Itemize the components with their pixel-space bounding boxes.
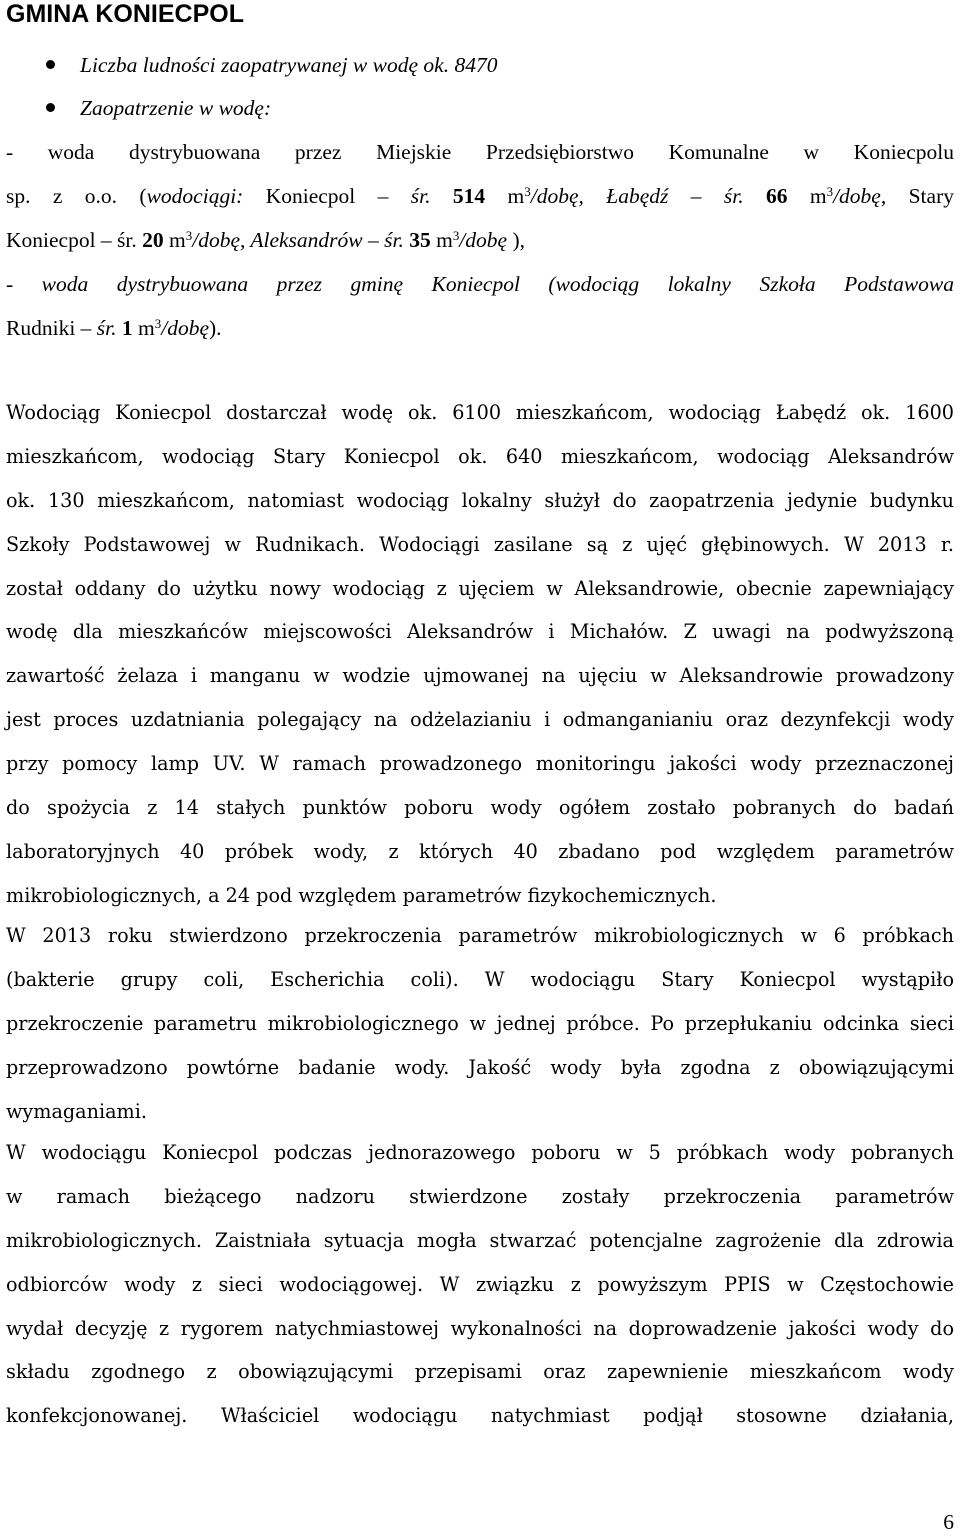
paragraph-line: mikrobiologicznych, a 24 pod względem parametrów fizykochemicznych. [6, 883, 717, 907]
text-run: /dobę, Aleksandrów – śr. [192, 227, 410, 252]
text-run: /dobę, Łabędź – śr. [530, 183, 766, 208]
bullet-item-population [0, 44, 497, 87]
text-run: /dobę [833, 183, 881, 208]
unit: m [132, 315, 155, 340]
unit: m [485, 183, 525, 208]
paragraph-line: mikrobiologicznych. Zaistniała sytuacja mogła stwarzać potencjalne zagrożenie dla zdrowia [6, 1228, 954, 1252]
supply-line-2 [6, 175, 954, 219]
paragraph-line: został oddany do użytku nowy wodociąg z ujęciem w Aleksandrowie, obecnie zapewniający [6, 576, 954, 600]
unit-exponent: 3 [826, 184, 834, 199]
paragraph-line: zawartość żelaza i manganu w wodzie ujmowanej na ujęciu w Aleksandrowie prowadzony [6, 664, 954, 688]
paragraph-line: jest proces uzdatniania polegający na odżelazianiu i odmanganianiu oraz dezynfekcji wody [6, 708, 954, 732]
value: 1 [121, 315, 133, 340]
value: 20 [142, 227, 164, 252]
section-title: GMINA KONIECPOL [6, 0, 244, 28]
paragraph-koniecpol-decision [6, 1131, 954, 1438]
unit: m [787, 183, 827, 208]
bullet-item-water-supply [0, 87, 497, 130]
text-run: wodociągi: [146, 183, 266, 208]
unit-exponent: 3 [154, 316, 162, 331]
paragraph-line: przy pomocy lamp UV. W ramach prowadzonego monitoringu jakości wody przeznaczonej [6, 752, 954, 776]
supply-line-3 [6, 219, 954, 263]
paragraph-line: Szkoły Podstawowej w Rudnikach. Wodociągi zasilane są z ujęć głębinowych. W 2013 r. [6, 532, 954, 556]
text-run: /dobę [459, 227, 513, 252]
paragraph-line: W wodociągu Koniecpol podczas jednorazowego poboru w 5 próbkach wody pobranych [6, 1141, 954, 1164]
unit-exponent: 3 [185, 228, 193, 243]
supply-details [6, 131, 954, 350]
value: 35 [409, 227, 431, 252]
supply-line-4 [6, 263, 954, 307]
paragraph-line: W 2013 roku stwierdzono przekroczenia parametrów mikrobiologicznych w 6 próbkach [6, 924, 954, 947]
paragraph-line: wodę dla mieszkańców miejscowości Aleksandrów i Michałów. Z uwagi na podwyższoną [6, 620, 954, 644]
bullet-text: Zaopatrzenie w wodę: [80, 96, 272, 120]
text-run: Koniecpol – śr. [6, 227, 143, 252]
value: 514 [452, 183, 486, 208]
supply-line-5 [6, 307, 954, 351]
paragraph-line: składu zgodnego z obowiązującymi przepisami oraz zapewnienie mieszkańcom wody [6, 1360, 954, 1384]
text-run: - woda dystrybuowana przez gminę Koniecpol (wodociąg lokalny Szkoła Podstawowa [6, 271, 954, 296]
unit-exponent: 3 [524, 184, 531, 199]
paragraph-line: ok. 130 mieszkańcom, natomiast wodociąg lokalny służył do zaopatrzenia jedynie budynku [6, 488, 954, 512]
unit: m [163, 227, 186, 252]
paragraph-line: laboratoryjnych 40 próbek wody, z których 40 zbadano pod względem parametrów [6, 839, 954, 863]
text-run: – śr. [377, 183, 453, 208]
paragraph-line: przekroczenie parametru mikrobiologicznego w jednej próbce. Po przepłukaniu odcinka sieci [6, 1011, 954, 1035]
paragraph-line: wymaganiami. [6, 1099, 147, 1123]
text-run: /dobę [161, 315, 209, 340]
value: 66 [766, 183, 788, 208]
text-run: Koniecpol [265, 183, 378, 208]
bullet-text: Liczba ludności zaopatrywanej w wodę ok. 8470 [80, 53, 498, 77]
paragraph-exceedances [6, 914, 954, 1133]
unit-exponent: 3 [452, 228, 460, 243]
page-number: 6 [943, 1510, 954, 1534]
text-run: sp. z o.o. ( [6, 183, 147, 208]
bullet-list [0, 44, 497, 130]
paragraph-line: konfekcjonowanej. Właściciel wodociągu natychmiast podjął stosowne działania, [6, 1404, 954, 1428]
text-run: Rudniki [6, 315, 81, 340]
paragraph-line: wydał decyzję z rygorem natychmiastowej wykonalności na doprowadzenie jakości wody do [6, 1316, 954, 1340]
paragraph-line: przeprowadzono powtórne badanie wody. Jakość wody była zgodna z obowiązującymi [6, 1055, 954, 1079]
unit: m [430, 227, 453, 252]
text-run: – śr. [80, 315, 122, 340]
text-run: , Stary [880, 183, 954, 208]
text-run: ). [209, 315, 222, 340]
paragraph-line: Wodociąg Koniecpol dostarczał wodę ok. 6100 mieszkańcom, wodociąg Łabędź ok. 1600 [6, 401, 954, 424]
paragraph-line: do spożycia z 14 stałych punktów poboru wody ogółem zostało pobranych do badań [6, 796, 954, 820]
paragraph-line: w ramach bieżącego nadzoru stwierdzone zostały przekroczenia parametrów [6, 1184, 954, 1208]
bullet-icon [46, 60, 55, 69]
text-run: ), [512, 227, 525, 252]
paragraph-line: mieszkańcom, wodociąg Stary Koniecpol ok. 640 mieszkańcom, wodociąg Aleksandrów [6, 444, 954, 468]
paragraph-line: odbiorców wody z sieci wodociągowej. W związku z powyższym PPIS w Częstochowie [6, 1272, 954, 1296]
paragraph-water-supply [6, 391, 954, 918]
supply-line-1: - woda dystrybuowana przez Miejskie Przedsiębiorstwo Komunalne w Koniecpolu [6, 140, 954, 164]
paragraph-line: (bakterie grupy coli, Escherichia coli). W wodociągu Stary Koniecpol wystąpiło [6, 967, 954, 991]
bullet-icon [46, 103, 55, 112]
